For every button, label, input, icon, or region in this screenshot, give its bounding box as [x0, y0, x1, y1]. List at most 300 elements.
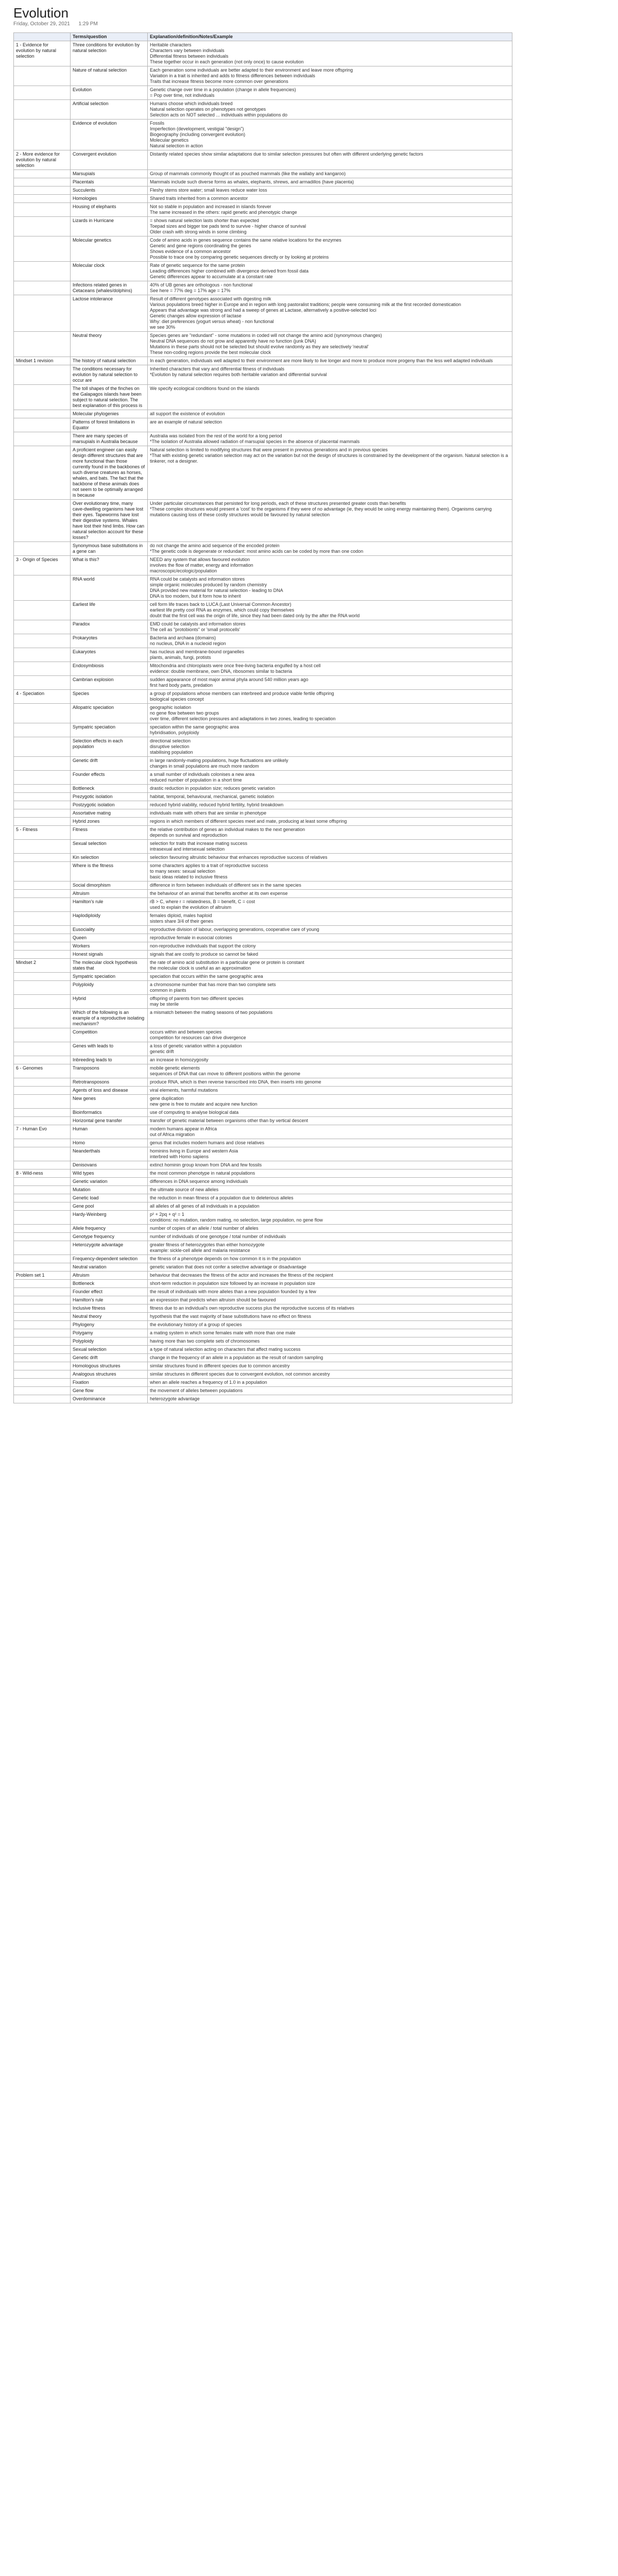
term-cell: Founder effects: [71, 771, 148, 785]
section-cell: [14, 951, 71, 959]
section-cell: [14, 1346, 71, 1354]
explanation-cell: hominins living in Europe and western Asia interbred with Homo sapiens: [148, 1147, 512, 1161]
term-cell: Genetic drift: [71, 1354, 148, 1362]
table-row: [14, 1304, 512, 1313]
column-header: Explanation/definition/Notes/Example: [148, 33, 512, 41]
explanation-cell: Natural selection is limited to modifying structures that were present in previous generations and in previous species *That with existing genetic variation selection may act on the variation but not the design of structures is constrained by the development of the organism. Natural selection is a tinkerer, not a designer.: [148, 446, 512, 500]
table-row: [14, 1280, 512, 1288]
explanation-cell: having more than two complete sets of chromosomes: [148, 1337, 512, 1346]
table-row: [14, 1211, 512, 1225]
section-cell: [14, 1241, 71, 1255]
term-cell: Altruism: [71, 1272, 148, 1280]
explanation-cell: change in the frequency of an allele in a population as the result of random sampling: [148, 1354, 512, 1362]
table-row: [14, 357, 512, 365]
term-cell: Artificial selection: [71, 100, 148, 120]
term-cell: Hamilton's rule: [71, 1296, 148, 1304]
table-row: [14, 973, 512, 981]
table-row: [14, 898, 512, 912]
term-cell: The history of natural selection: [71, 357, 148, 365]
explanation-cell: genetic variation that does not confer a selective advantage or disadvantage: [148, 1263, 512, 1272]
section-cell: [14, 723, 71, 737]
table-row: [14, 1109, 512, 1117]
table-row: [14, 41, 512, 66]
section-cell: [14, 1379, 71, 1387]
table-row: [14, 862, 512, 882]
section-cell: [14, 973, 71, 981]
section-cell: [14, 385, 71, 410]
explanation-cell: NEED any system that allows favoured evolution involves the flow of matter, energy and information macroscopic/ecologic/population: [148, 556, 512, 575]
term-cell: Mutation: [71, 1186, 148, 1194]
section-cell: 2 - More evidence for evolution by natural selection: [14, 150, 71, 170]
explanation-cell: Rate of genetic sequence for the same protein Leading differences higher combined with divergence derived from fossil data Genetic differences appear to accumulate at a constant rate: [148, 262, 512, 281]
table-row: [14, 1194, 512, 1202]
section-cell: [14, 1087, 71, 1095]
explanation-cell: Under particular circumstances that persisted for long periods, each of these structures presented greater costs than benefits *These complex structures would present a 'cost' to the organisms if they were of no advantage (ie, they would be using energy maintaining them). Organisms carrying mutations causing loss of these costly structures would be favoured by natural selection: [148, 500, 512, 542]
term-cell: Neutral theory: [71, 332, 148, 357]
section-cell: [14, 981, 71, 995]
explanation-cell: geographic isolation no gene flow between two groups over time, different selection pressures and adaptations in two zones, leading to speciation: [148, 704, 512, 723]
section-cell: [14, 757, 71, 771]
section-cell: [14, 217, 71, 236]
explanation-cell: similar structures in different species due to convergent evolution, not common ancestry: [148, 1370, 512, 1379]
section-cell: [14, 365, 71, 385]
explanation-cell: number of copies of an allele / total number of alleles: [148, 1225, 512, 1233]
explanation-cell: drastic reduction in population size; reduces genetic variation: [148, 785, 512, 793]
term-cell: Succulents: [71, 187, 148, 195]
table-row: [14, 195, 512, 203]
section-cell: 7 - Human Evo: [14, 1125, 71, 1139]
table-row: [14, 959, 512, 973]
section-cell: [14, 410, 71, 418]
table-row: [14, 1095, 512, 1109]
term-cell: Patterns of forest limitations in Equator: [71, 418, 148, 432]
term-cell: Polygamy: [71, 1329, 148, 1337]
explanation-cell: Each generation some individuals are better adapted to their environment and leave more offspring Variation in a trait is inherited and adds to fitness differences between individuals Traits that increase fitness become more common over generations: [148, 66, 512, 86]
table-row: [14, 854, 512, 862]
table-row: [14, 1313, 512, 1321]
term-cell: Housing of elephants: [71, 203, 148, 217]
section-cell: [14, 785, 71, 793]
table-row: [14, 1395, 512, 1403]
explanation-cell: a chromosome number that has more than two complete sets common in plants: [148, 981, 512, 995]
section-cell: [14, 995, 71, 1009]
explanation-cell: Not so stable in population and increased in islands forever The same increased in the others: rapid genetic and phenotypic change: [148, 203, 512, 217]
section-cell: [14, 66, 71, 86]
term-cell: There are many species of marsupials in Australia because: [71, 432, 148, 446]
explanation-cell: regions in which members of different species meet and mate, producing at least some offspring: [148, 818, 512, 826]
section-cell: [14, 575, 71, 601]
explanation-cell: a type of natural selection acting on characters that affect mating success: [148, 1346, 512, 1354]
explanation-cell: individuals mate with others that are similar in phenotype: [148, 809, 512, 818]
explanation-cell: hypothesis that the vast majority of base substitutions have no effect on fitness: [148, 1313, 512, 1321]
explanation-cell: a loss of genetic variation within a population genetic drift: [148, 1042, 512, 1056]
section-cell: [14, 100, 71, 120]
section-cell: [14, 1194, 71, 1202]
term-cell: Gene pool: [71, 1202, 148, 1211]
term-cell: Neanderthals: [71, 1147, 148, 1161]
explanation-cell: Mammals include such diverse forms as whales, elephants, shrews, and armadillos (have placenta): [148, 178, 512, 187]
term-cell: Altruism: [71, 890, 148, 898]
explanation-cell: Result of different genotypes associated with digesting milk Various populations breed higher in Europe and in region with long pastoralist traditions; people were consuming milk at the first recorded domestication Appears that advantage was strong and had a sweep of genes at Lactase, alternatively a positive-selected loci Genetic changes allow expression of lactase Why: diet preferences (yogurt versus wheat) - non functional we see 30%: [148, 295, 512, 332]
column-header: Terms/question: [71, 33, 148, 41]
explanation-cell: p² + 2pq + q² = 1 conditions: no mutation, random mating, no selection, large population, no gene flow: [148, 1211, 512, 1225]
section-cell: [14, 926, 71, 934]
table-row: [14, 634, 512, 648]
section-cell: [14, 840, 71, 854]
term-cell: Hamilton's rule: [71, 898, 148, 912]
term-cell: Retrotransposons: [71, 1078, 148, 1087]
section-cell: [14, 446, 71, 500]
explanation-cell: Genetic change over time in a population (change in allele frequencies) = Pop over time, not individuals: [148, 86, 512, 100]
explanation-cell: reproductive division of labour, overlapping generations, cooperative care of young: [148, 926, 512, 934]
explanation-cell: selection for traits that increase mating success intrasexual and intersexual selection: [148, 840, 512, 854]
table-row: [14, 981, 512, 995]
table-row: [14, 1125, 512, 1139]
section-cell: [14, 203, 71, 217]
page-date: Friday, October 29, 2021: [13, 21, 70, 27]
term-cell: Which of the following is an example of a reproductive isolating mechanism?: [71, 1009, 148, 1028]
table-row: [14, 1170, 512, 1178]
table-row: [14, 217, 512, 236]
explanation-cell: in large randomly-mating populations, huge fluctuations are unlikely changes in small populations are much more random: [148, 757, 512, 771]
table-row: [14, 203, 512, 217]
section-cell: [14, 912, 71, 926]
table-row: [14, 410, 512, 418]
term-cell: Lizards in Hurricane: [71, 217, 148, 236]
section-cell: [14, 1009, 71, 1028]
explanation-cell: Bacteria and archaea (domains) no nucleus, DNA in a nucleoid region: [148, 634, 512, 648]
explanation-cell: a mating system in which some females mate with more than one male: [148, 1329, 512, 1337]
section-cell: [14, 1109, 71, 1117]
section-cell: [14, 332, 71, 357]
term-cell: Genetic drift: [71, 757, 148, 771]
explanation-cell: = shows natural selection lasts shorter than expected Toepad sizes and bigger toe pads tend to survive - higher chance of survival Older crash with strong winds in some climbing: [148, 217, 512, 236]
explanation-cell: the result of individuals with more alleles than a new population founded by a few: [148, 1288, 512, 1296]
table-row: [14, 926, 512, 934]
section-cell: [14, 1147, 71, 1161]
section-cell: [14, 262, 71, 281]
term-cell: Lactose intolerance: [71, 295, 148, 332]
table-row: [14, 723, 512, 737]
term-cell: Cambrian explosion: [71, 676, 148, 690]
section-cell: [14, 890, 71, 898]
term-cell: Horizontal gene transfer: [71, 1117, 148, 1125]
term-cell: Agents of loss and disease: [71, 1087, 148, 1095]
term-cell: Human: [71, 1125, 148, 1139]
explanation-cell: has nucleus and membrane-bound organelles plants, animals, fungi, protists: [148, 648, 512, 662]
section-cell: [14, 1028, 71, 1042]
explanation-cell: differences in DNA sequence among individuals: [148, 1178, 512, 1186]
explanation-cell: produce RNA, which is then reverse transcribed into DNA, then inserts into genome: [148, 1078, 512, 1087]
explanation-cell: the movement of alleles between populations: [148, 1387, 512, 1395]
term-cell: Transposons: [71, 1064, 148, 1078]
section-cell: [14, 432, 71, 446]
table-row: [14, 365, 512, 385]
explanation-cell: genus that includes modern humans and close relatives: [148, 1139, 512, 1147]
term-cell: Three conditions for evolution by natural selection: [71, 41, 148, 66]
table-row: [14, 1078, 512, 1087]
explanation-cell: the most common phenotype in natural populations: [148, 1170, 512, 1178]
table-row: [14, 648, 512, 662]
table-row: [14, 446, 512, 500]
term-cell: Bottleneck: [71, 785, 148, 793]
term-cell: Convergent evolution: [71, 150, 148, 170]
table-row: [14, 676, 512, 690]
section-cell: [14, 1337, 71, 1346]
table-row: [14, 995, 512, 1009]
section-cell: [14, 1313, 71, 1321]
section-cell: [14, 1078, 71, 1087]
explanation-cell: Fleshy stems store water; small leaves reduce water loss: [148, 187, 512, 195]
term-cell: Endosymbiosis: [71, 662, 148, 676]
section-cell: [14, 1280, 71, 1288]
term-cell: Phylogeny: [71, 1321, 148, 1329]
table-row: [14, 1139, 512, 1147]
section-cell: [14, 1387, 71, 1395]
table-row: [14, 1354, 512, 1362]
explanation-cell: reproductive female in eusocial colonies: [148, 934, 512, 942]
section-cell: [14, 882, 71, 890]
table-row: [14, 912, 512, 926]
term-cell: Denisovans: [71, 1161, 148, 1170]
table-row: [14, 500, 512, 542]
section-cell: [14, 187, 71, 195]
section-cell: [14, 818, 71, 826]
table-row: [14, 332, 512, 357]
section-cell: [14, 1139, 71, 1147]
section-cell: [14, 120, 71, 150]
term-cell: A proficient engineer can easily design different structures that are more functional than those currently found in the backbones of such diverse creatures as horses, whales, and bats. The fact that the backbone of these animals does not seem to be optimally arranged is because: [71, 446, 148, 500]
section-cell: Mindset 2: [14, 959, 71, 973]
table-row: [14, 1272, 512, 1280]
term-cell: Sexual selection: [71, 1346, 148, 1354]
explanation-cell: difference in form between individuals of different sex in the same species: [148, 882, 512, 890]
term-cell: Allopatric speciation: [71, 704, 148, 723]
term-cell: Synonymous base substitutions in a gene can: [71, 542, 148, 556]
term-cell: Hardy-Weinberg: [71, 1211, 148, 1225]
term-cell: Sympatric speciation: [71, 723, 148, 737]
term-cell: Hybrid: [71, 995, 148, 1009]
table-row: [14, 818, 512, 826]
term-cell: Evidence of evolution: [71, 120, 148, 150]
table-row: [14, 1387, 512, 1395]
section-cell: [14, 634, 71, 648]
section-cell: [14, 500, 71, 542]
term-cell: Genetic variation: [71, 1178, 148, 1186]
section-cell: 1 - Evidence for evolution by natural selection: [14, 41, 71, 66]
term-cell: Wild types: [71, 1170, 148, 1178]
term-cell: The toll shapes of the finches on the Galapagos islands have been subject to natural selection. The best explanation of this process is: [71, 385, 148, 410]
explanation-cell: Australia was isolated from the rest of the world for a long period *The isolation of Australia allowed radiation of marsupial species in the absence of placental mammals: [148, 432, 512, 446]
explanation-cell: number of individuals of one genotype / total number of individuals: [148, 1233, 512, 1241]
explanation-cell: mobile genetic elements sequences of DNA that can move to different positions within the genome: [148, 1064, 512, 1078]
term-cell: The conditions necessary for evolution by natural selection to occur are: [71, 365, 148, 385]
section-cell: [14, 1056, 71, 1064]
page-time: 1:29 PM: [78, 21, 98, 27]
term-cell: Marsupials: [71, 170, 148, 178]
term-cell: Queen: [71, 934, 148, 942]
term-cell: Paradox: [71, 620, 148, 634]
term-cell: Fixation: [71, 1379, 148, 1387]
section-cell: [14, 1362, 71, 1370]
explanation-cell: the reduction in mean fitness of a population due to deleterious alleles: [148, 1194, 512, 1202]
section-cell: [14, 704, 71, 723]
section-cell: [14, 1395, 71, 1403]
table-row: [14, 934, 512, 942]
explanation-cell: Species genes are "redundant" - some mutations in coded will not change the amino acid (synonymous changes) Neutral DNA sequences do not grow and apparently have no function (junk DNA) Mutations in these parts should not be selected but should evolve randomly as they are selectively 'neutral' These non-coding regions provide the best molecular clock: [148, 332, 512, 357]
table-row: [14, 840, 512, 854]
section-cell: [14, 1161, 71, 1170]
section-cell: 5 - Fitness: [14, 826, 71, 840]
explanation-cell: an expression that predicts when altruism should be favoured: [148, 1296, 512, 1304]
section-cell: [14, 1304, 71, 1313]
table-row: [14, 432, 512, 446]
term-cell: Assortative mating: [71, 809, 148, 818]
explanation-cell: reduced hybrid viability, reduced hybrid fertility, hybrid breakdown: [148, 801, 512, 809]
table-row: [14, 1296, 512, 1304]
term-cell: Molecular phylogenies: [71, 410, 148, 418]
explanation-cell: We specify ecological conditions found on the islands: [148, 385, 512, 410]
table-row: [14, 1288, 512, 1296]
explanation-cell: selection favouring altruistic behaviour that enhances reproductive success of relatives: [148, 854, 512, 862]
explanation-cell: an increase in homozygosity: [148, 1056, 512, 1064]
term-cell: Homologous structures: [71, 1362, 148, 1370]
section-cell: [14, 737, 71, 757]
section-cell: [14, 170, 71, 178]
table-row: [14, 1321, 512, 1329]
explanation-cell: EMD could be catalysts and information stores The cell as "protobionts" or 'small protocells': [148, 620, 512, 634]
explanation-cell: offspring of parents from two different species may be sterile: [148, 995, 512, 1009]
table-row: [14, 281, 512, 295]
table-row: [14, 86, 512, 100]
section-cell: [14, 1042, 71, 1056]
explanation-cell: the relative contribution of genes an individual makes to the next generation depends on survival and reproduction: [148, 826, 512, 840]
term-cell: Hybrid zones: [71, 818, 148, 826]
table-row: [14, 942, 512, 951]
term-cell: Genetic load: [71, 1194, 148, 1202]
table-row: [14, 1202, 512, 1211]
term-cell: Genotype frequency: [71, 1233, 148, 1241]
table-row: [14, 1255, 512, 1263]
explanation-cell: do not change the amino acid sequence of the encoded protein *The genetic code is degenerate or redundant: most amino acids can be coded by more than one codon: [148, 542, 512, 556]
explanation-cell: Fossils Imperfection (development, vestigial "design") Biogeography (including convergent evolution) Molecular genetics Natural selection in action: [148, 120, 512, 150]
explanation-cell: Heritable characters Characters vary between individuals Differential fitness between individuals These together occur in each generation (not only once) to cause evolution: [148, 41, 512, 66]
table-row: [14, 1186, 512, 1194]
table-row: [14, 809, 512, 818]
term-cell: Founder effect: [71, 1288, 148, 1296]
section-cell: [14, 295, 71, 332]
term-cell: Analogous structures: [71, 1370, 148, 1379]
table-row: [14, 1379, 512, 1387]
section-cell: 8 - Wild-ness: [14, 1170, 71, 1178]
table-row: [14, 1329, 512, 1337]
explanation-cell: extinct hominin group known from DNA and few fossils: [148, 1161, 512, 1170]
table-row: [14, 1233, 512, 1241]
term-cell: Evolution: [71, 86, 148, 100]
section-cell: [14, 1288, 71, 1296]
explanation-cell: RNA could be catalysts and information stores simple organic molecules produced by random chemistry DNA provided new material for natural selection - leading to DNA DNA is too modern, but it form how to inherit: [148, 575, 512, 601]
table-row: [14, 801, 512, 809]
section-cell: [14, 1263, 71, 1272]
explanation-cell: the evolutionary history of a group of species: [148, 1321, 512, 1329]
table-row: [14, 951, 512, 959]
table-row: [14, 418, 512, 432]
term-cell: Social dimorphism: [71, 882, 148, 890]
page-meta: [13, 21, 606, 27]
term-cell: Genes with leads to: [71, 1042, 148, 1056]
table-header-row: [14, 33, 512, 41]
term-cell: Homologies: [71, 195, 148, 203]
explanation-cell: are an example of natural selection: [148, 418, 512, 432]
explanation-cell: the fitness of a phenotype depends on how common it is in the population: [148, 1255, 512, 1263]
term-cell: The molecular clock hypothesis states that: [71, 959, 148, 973]
term-cell: Polyploidy: [71, 1337, 148, 1346]
explanation-cell: gene duplication new gene is free to mutate and acquire new function: [148, 1095, 512, 1109]
table-row: [14, 1370, 512, 1379]
explanation-cell: use of computing to analyse biological data: [148, 1109, 512, 1117]
section-cell: [14, 662, 71, 676]
section-cell: [14, 542, 71, 556]
term-cell: Over evolutionary time, many cave-dwelling organisms have lost their eyes. Tapeworms have lost their digestive systems. Whales have lost their hind limbs. How can natural selection account for these losses?: [71, 500, 148, 542]
explanation-cell: Code of amino acids in genes sequence contains the same relative locations for the enzymes Genetic and gene regions coordinating the genes Shows evidence of a common ancestor Possible to trace one by comparing genetic sequences directly or by looking at proteins: [148, 236, 512, 262]
table-row: [14, 66, 512, 86]
section-cell: [14, 1354, 71, 1362]
term-cell: Postzygotic isolation: [71, 801, 148, 809]
table-row: [14, 120, 512, 150]
table-row: [14, 771, 512, 785]
section-cell: [14, 862, 71, 882]
table-row: [14, 1009, 512, 1028]
explanation-cell: the ultimate source of new alleles: [148, 1186, 512, 1194]
term-cell: Neutral theory: [71, 1313, 148, 1321]
section-cell: 4 - Speciation: [14, 690, 71, 704]
table-row: [14, 662, 512, 676]
table-row: [14, 1178, 512, 1186]
table-row: [14, 542, 512, 556]
explanation-cell: similar structures found in different species due to common ancestry: [148, 1362, 512, 1370]
table-row: [14, 620, 512, 634]
explanation-cell: viral elements, harmful mutations: [148, 1087, 512, 1095]
section-cell: [14, 601, 71, 620]
explanation-cell: 40% of UB genes are orthologous - non functional See here = 77% deg = 17% age = 17%: [148, 281, 512, 295]
term-cell: Prokaryotes: [71, 634, 148, 648]
explanation-cell: females diploid, males haploid sisters share 3/4 of their genes: [148, 912, 512, 926]
table-row: [14, 1042, 512, 1056]
explanation-cell: Shared traits inherited from a common ancestor: [148, 195, 512, 203]
table-row: [14, 757, 512, 771]
table-row: [14, 1263, 512, 1272]
term-cell: What is this?: [71, 556, 148, 575]
explanation-cell: non-reproductive individuals that support the colony: [148, 942, 512, 951]
table-row: [14, 1362, 512, 1370]
section-cell: [14, 1255, 71, 1263]
term-cell: Honest signals: [71, 951, 148, 959]
explanation-cell: cell form life traces back to LUCA (Last Universal Common Ancestor) earliest life pretty cool RNA as enzymes, which could copy themselves doubt that the first cell was the origin of life, since they had been dated only by the after the RNA world: [148, 601, 512, 620]
table-row: [14, 1147, 512, 1161]
table-row: [14, 890, 512, 898]
term-cell: Frequency-dependent selection: [71, 1255, 148, 1263]
explanation-cell: the behaviour of an animal that benefits another at its own expense: [148, 890, 512, 898]
table-row: [14, 187, 512, 195]
section-cell: [14, 1095, 71, 1109]
section-cell: [14, 1321, 71, 1329]
section-cell: [14, 1296, 71, 1304]
explanation-cell: directional selection disruptive selection stabilising population: [148, 737, 512, 757]
table-row: [14, 1161, 512, 1170]
table-row: [14, 882, 512, 890]
explanation-cell: Mitochondria and chloroplasts were once free-living bacteria engulfed by a host cell evidence: double membrane, own DNA, ribosomes similar to bacteria: [148, 662, 512, 676]
section-cell: [14, 898, 71, 912]
